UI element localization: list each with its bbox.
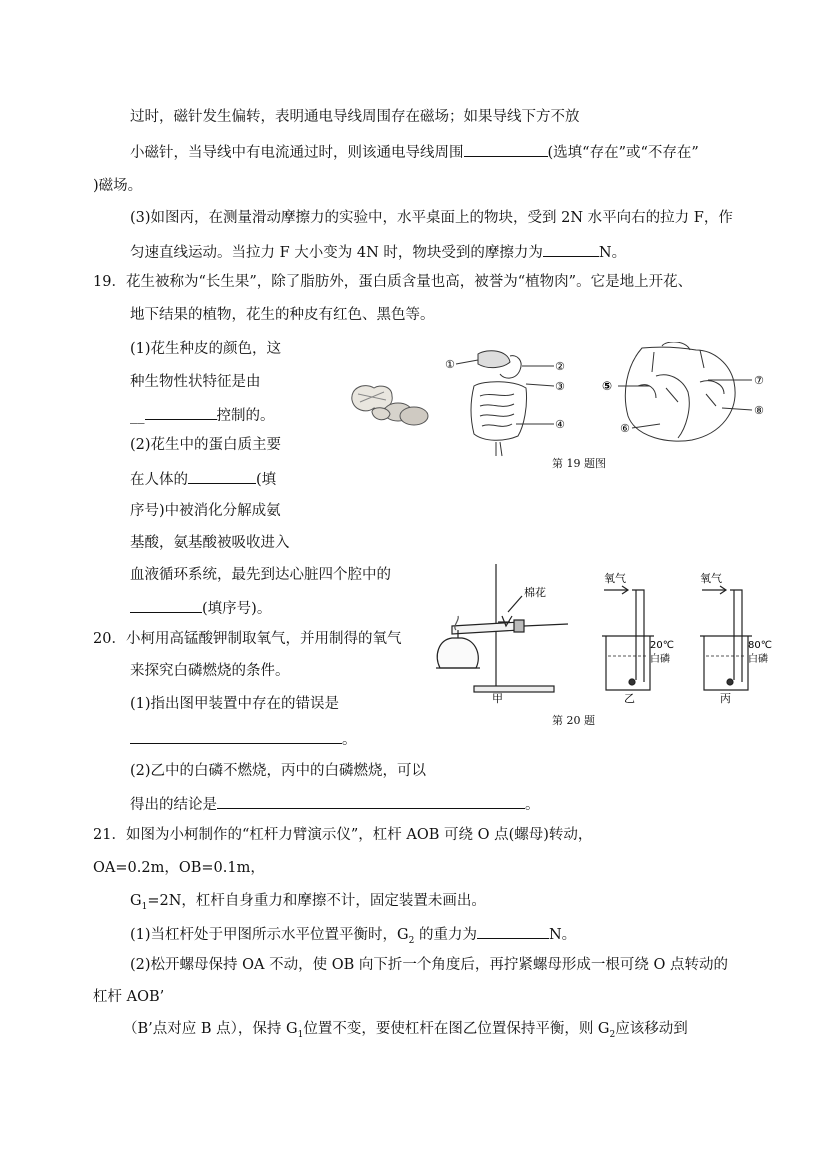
text-segment: N。 <box>598 245 627 261</box>
text-line <box>130 729 357 749</box>
yi-label: 乙 <box>624 692 635 704</box>
digest-label-2: ② <box>555 360 565 373</box>
answer-blank[interactable] <box>543 242 599 257</box>
text-segment: (填序号)。 <box>202 601 272 617</box>
text-line <box>130 242 626 262</box>
digest-label-3: ③ <box>555 380 565 393</box>
answer-blank[interactable] <box>145 405 217 420</box>
digestive-system-figure <box>444 346 574 464</box>
digest-label-4: ④ <box>555 418 565 431</box>
text-line <box>130 924 576 950</box>
text-line <box>130 892 486 916</box>
text-segment: G <box>130 893 142 909</box>
text-segment: 在人体的 <box>130 472 188 488</box>
text-line: 种生物性状特征是由 <box>130 374 261 390</box>
text-segment: (1)当杠杆处于甲图所示水平位置平衡时，G <box>130 927 409 943</box>
text-segment: =2N，杠杆自身重力和摩擦不计，固定装置未画出。 <box>147 893 486 909</box>
text-line <box>130 142 699 162</box>
text-line: OA=0.2m，OB=0.1m， <box>93 860 265 876</box>
text-segment: 。 <box>525 797 540 813</box>
question-19-stem: 19．花生被称为“长生果”，除了脂肪外，蛋白质含量也高，被誉为“植物肉”。它是地上开花、 <box>93 274 693 290</box>
text-line: (1)指出图甲装置中存在的错误是 <box>130 696 340 712</box>
subscript: 2 <box>408 935 415 946</box>
subscript: 1 <box>141 901 148 912</box>
text-line: (2)松开螺母保持 OA 不动，使 OB 向下折一个角度后，再拧紧螺母形成一根可绕 O 点转动的 <box>130 957 728 973</box>
text-line: (2)花生中的蛋白质主要 <box>130 437 282 453</box>
text-line: (1)花生种皮的颜色，这 <box>130 341 282 357</box>
text-line <box>130 405 275 425</box>
text-line <box>130 794 540 814</box>
text-segment: 得出的结论是 <box>130 797 217 813</box>
text-segment: (选填“存在”或“不存在” <box>547 145 699 161</box>
subscript: 1 <box>297 1029 304 1040</box>
answer-blank[interactable] <box>217 794 525 809</box>
text-line <box>123 1020 688 1044</box>
text-segment: 控制的。 <box>216 408 275 424</box>
text-segment: 的重力为 <box>414 927 477 943</box>
text-line: 基酸，氨基酸被吸收进入 <box>130 535 290 551</box>
heart-label-8: ⑧ <box>754 404 764 417</box>
text-line: 杠杆 AOB’ <box>93 989 165 1005</box>
answer-blank[interactable] <box>477 924 549 939</box>
text-line: 血液循环系统，最先到达心脏四个腔中的 <box>130 567 391 583</box>
text-line <box>130 469 276 489</box>
heart-figure <box>596 342 778 446</box>
subscript: 2 <box>609 1029 616 1040</box>
oxygen-label-c: 氧气 <box>700 572 722 585</box>
figure-19-caption: 第 19 题图 <box>552 457 606 470</box>
jia-label: 甲 <box>492 692 503 704</box>
text-line: 序号)中被消化分解成氨 <box>130 503 281 519</box>
oxygen-label-b: 氧气 <box>604 572 626 585</box>
text-line: 地下结果的植物，花生的种皮有红色、黑色等。 <box>130 307 435 323</box>
bing-label: 丙 <box>720 692 731 704</box>
question-20-stem: 20．小柯用高锰酸钾制取氧气，并用制得的氧气 <box>93 631 402 647</box>
text-line: 过时，磁针发生偏转，表明通电导线周围存在磁场；如果导线下方不放 <box>130 109 580 125</box>
answer-blank[interactable] <box>464 142 548 157</box>
text-segment: 匀速直线运动。当拉力 F 大小变为 4N 时，物块受到的摩擦力为 <box>130 245 543 261</box>
peanut-figure <box>348 378 432 430</box>
text-segment: (填 <box>256 472 277 488</box>
text-line: (2)乙中的白磷不燃烧，丙中的白磷燃烧，可以 <box>130 763 427 779</box>
whitep-label-c: 白磷 <box>748 654 768 665</box>
digest-label-1: ① <box>445 358 455 371</box>
text-segment: 位置不变，要使杠杆在图乙位置保持平衡，则 G <box>303 1021 610 1037</box>
whitep-label-b: 白磷 <box>650 654 670 665</box>
heart-label-7: ⑦ <box>754 374 764 387</box>
answer-blank[interactable] <box>188 469 256 484</box>
figure-20-caption: 第 20 题 <box>552 714 595 727</box>
text-line: 来探究白磷燃烧的条件。 <box>130 663 290 679</box>
figure-20-apparatus <box>428 560 778 704</box>
cotton-label: 棉花 <box>524 586 546 599</box>
text-segment: N。 <box>548 927 577 943</box>
question-21-stem: 21．如图为小柯制作的“杠杆力臂演示仪”，杠杆 AOB 可绕 O 点(螺母)转动， <box>93 827 593 843</box>
text-line: )磁场。 <box>93 178 143 194</box>
heart-label-6: ⑥ <box>620 422 630 435</box>
text-segment: 小磁针，当导线中有电流通过时，则该通电导线周围 <box>130 145 464 161</box>
text-line <box>130 598 271 618</box>
text-segment: __ <box>130 408 145 424</box>
text-segment: 应该移动到 <box>615 1021 688 1037</box>
answer-blank[interactable] <box>130 729 342 744</box>
temp-label-c: 80℃ <box>748 640 772 651</box>
text-segment: 。 <box>342 732 357 748</box>
text-segment: （B’点对应 B 点），保持 G <box>123 1021 298 1037</box>
temp-label-b: 20℃ <box>650 640 674 651</box>
answer-blank[interactable] <box>130 598 202 613</box>
heart-label-5: ⑤ <box>602 379 613 393</box>
text-line: (3)如图丙，在测量滑动摩擦力的实验中，水平桌面上的物块，受到 2N 水平向右的拉力 F，作 <box>130 210 733 226</box>
